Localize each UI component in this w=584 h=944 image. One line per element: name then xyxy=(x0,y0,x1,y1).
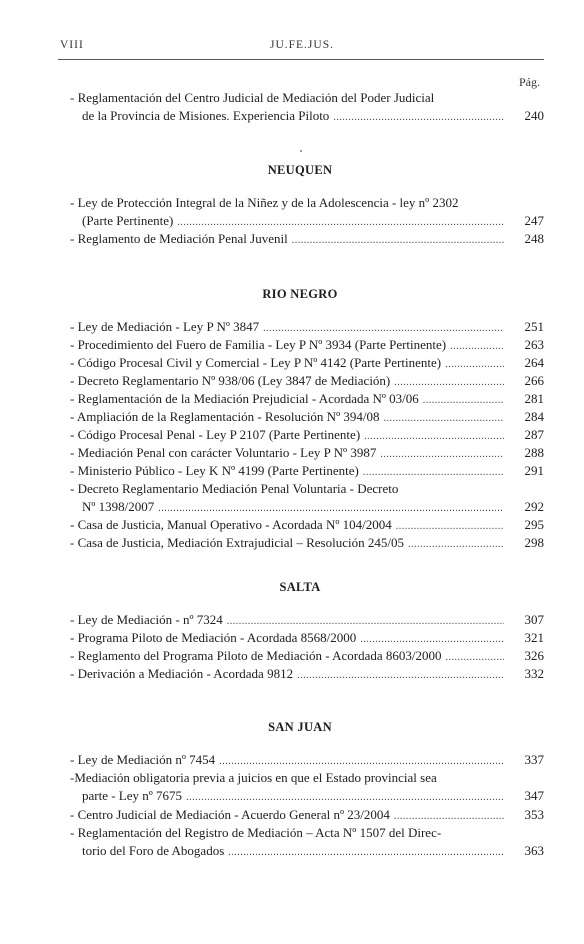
dot-leader xyxy=(408,536,504,554)
toc-entry xyxy=(70,194,544,230)
running-head xyxy=(60,39,544,55)
entry-line: - Programa Piloto de Mediación - Acordada 8568/2000 ..... 321 xyxy=(70,629,544,647)
page-number: 264 xyxy=(524,355,544,370)
entry-line: - Ley de Mediación - nº 7324 ..... 307 xyxy=(70,611,544,629)
dot-leader xyxy=(292,232,504,250)
entry-line: - Decreto Reglamentario Mediación Penal Voluntaria - Decreto xyxy=(70,481,399,496)
entry-line: - Reglamento de Mediación Penal Juvenil ..... 248 xyxy=(70,230,544,248)
page-folio: VIII xyxy=(60,39,84,51)
entry-line: parte - Ley nº 7675 ..... 347 xyxy=(70,787,544,805)
toc-entry xyxy=(70,611,544,629)
entry-line: - Reglamentación de la Mediación Prejudicial - Acordada Nº 03/06 ..... 281 xyxy=(70,390,544,408)
entry-line: - Reglamentación del Centro Judicial de Mediación del Poder Judicial xyxy=(70,90,435,105)
toc-entry xyxy=(70,426,544,444)
page-number: 284 xyxy=(524,409,544,424)
toc-entry xyxy=(70,390,544,408)
toc-entry xyxy=(70,354,544,372)
dot-leader xyxy=(297,667,504,685)
entry-line: - Decreto Reglamentario Nº 938/06 (Ley 3847 de Mediación) ..... 266 xyxy=(70,372,544,390)
page-number: 263 xyxy=(524,337,544,352)
page-number: 247 xyxy=(524,213,544,228)
page-number: 321 xyxy=(524,630,544,645)
page-number: 347 xyxy=(524,788,544,803)
journal-title: JU.FE.JUS. xyxy=(269,39,334,51)
entry-line: Nº 1398/2007 ..... 292 xyxy=(70,498,544,516)
toc-entry xyxy=(70,647,544,665)
dot-leader xyxy=(228,844,504,862)
page-number: 326 xyxy=(524,648,544,663)
print-speck xyxy=(300,150,302,152)
toc-entry xyxy=(70,444,544,462)
entry-line: - Casa de Justicia, Manual Operativo - Acordada Nº 104/2004 ..... 295 xyxy=(70,516,544,534)
toc-entry xyxy=(70,629,544,647)
entry-line: (Parte Pertinente) ..... 247 xyxy=(70,212,544,230)
entry-line: - Código Procesal Penal - Ley P 2107 (Parte Pertinente) ..... 287 xyxy=(70,426,544,444)
entry-line: - Código Procesal Civil y Comercial - Ley P Nº 4142 (Parte Pertinente) ..... 264 xyxy=(70,354,544,372)
page-number: 337 xyxy=(524,752,544,767)
page-number: 288 xyxy=(524,445,544,460)
entry-line: - Centro Judicial de Mediación - Acuerdo General nº 23/2004 ..... 353 xyxy=(70,806,544,824)
entry-line: - Ampliación de la Reglamentación - Resolución Nº 394/08 ..... 284 xyxy=(70,408,544,426)
entry-line: - Casa de Justicia, Mediación Extrajudicial – Resolución 245/05 ..... 298 xyxy=(70,534,544,552)
section-heading-neuquen: NEUQUEN xyxy=(267,163,333,177)
entry-line: torio del Foro de Abogados ..... 363 xyxy=(70,842,544,860)
toc-entry xyxy=(70,372,544,390)
page-number: 251 xyxy=(524,319,544,334)
section-heading-san-juan: SAN JUAN xyxy=(268,720,332,734)
entry-line: -Mediación obligatoria previa a juicios en que el Estado provincial sea xyxy=(70,770,437,785)
toc-entry xyxy=(70,336,544,354)
toc-entry xyxy=(70,480,544,516)
entry-line: - Reglamento del Programa Piloto de Mediación - Acordada 8603/2000 ..... 326 xyxy=(70,647,544,665)
page-number: 363 xyxy=(524,843,544,858)
entry-line: - Ley de Mediación - Ley P Nº 3847 ..... 251 xyxy=(70,318,544,336)
toc-entry xyxy=(70,824,544,860)
dot-leader xyxy=(333,109,504,127)
page-number: 307 xyxy=(524,612,544,627)
entry-line: - Ley de Mediación nº 7454 ..... 337 xyxy=(70,751,544,769)
toc-entry xyxy=(70,230,544,248)
section-heading-salta: SALTA xyxy=(279,580,321,594)
toc-entry xyxy=(70,408,544,426)
toc-entry xyxy=(70,89,544,125)
toc-entry xyxy=(70,806,544,824)
page-number: 295 xyxy=(524,517,544,532)
entry-line: - Procedimiento del Fuero de Familia - Ley P Nº 3934 (Parte Pertinente) ..... 263 xyxy=(70,336,544,354)
page-number: 240 xyxy=(524,108,544,123)
page-number: 248 xyxy=(524,231,544,246)
toc-entry xyxy=(70,665,544,683)
section-heading-rio-negro: RIO NEGRO xyxy=(262,287,338,301)
page-number: 266 xyxy=(524,373,544,388)
page-number: 287 xyxy=(524,427,544,442)
toc-entry xyxy=(70,534,544,552)
page-column-label: Pág. xyxy=(519,75,540,89)
page-number: 353 xyxy=(524,807,544,822)
entry-line: - Reglamentación del Registro de Mediación – Acta Nº 1507 del Direc- xyxy=(70,825,442,840)
toc-entry xyxy=(70,318,544,336)
page-number: 292 xyxy=(524,499,544,514)
toc-entry xyxy=(70,769,544,805)
toc-entry xyxy=(70,516,544,534)
toc-entry xyxy=(70,462,544,480)
entry-line: - Derivación a Mediación - Acordada 9812 ..... 332 xyxy=(70,665,544,683)
page-number: 281 xyxy=(524,391,544,406)
entry-line: - Ministerio Público - Ley K Nº 4199 (Parte Pertinente) ..... 291 xyxy=(70,462,544,480)
page-number: 332 xyxy=(524,666,544,681)
dot-leader xyxy=(186,789,504,807)
entry-line: - Mediación Penal con carácter Voluntario - Ley P Nº 3987 ..... 288 xyxy=(70,444,544,462)
page-number: 291 xyxy=(524,463,544,478)
toc-entry xyxy=(70,751,544,769)
page-number: 298 xyxy=(524,535,544,550)
header-rule xyxy=(58,59,544,60)
entry-line: - Ley de Protección Integral de la Niñez y de la Adolescencia - ley nº 2302 xyxy=(70,195,459,210)
entry-line: de la Provincia de Misiones. Experiencia Piloto ..... 240 xyxy=(70,107,544,125)
